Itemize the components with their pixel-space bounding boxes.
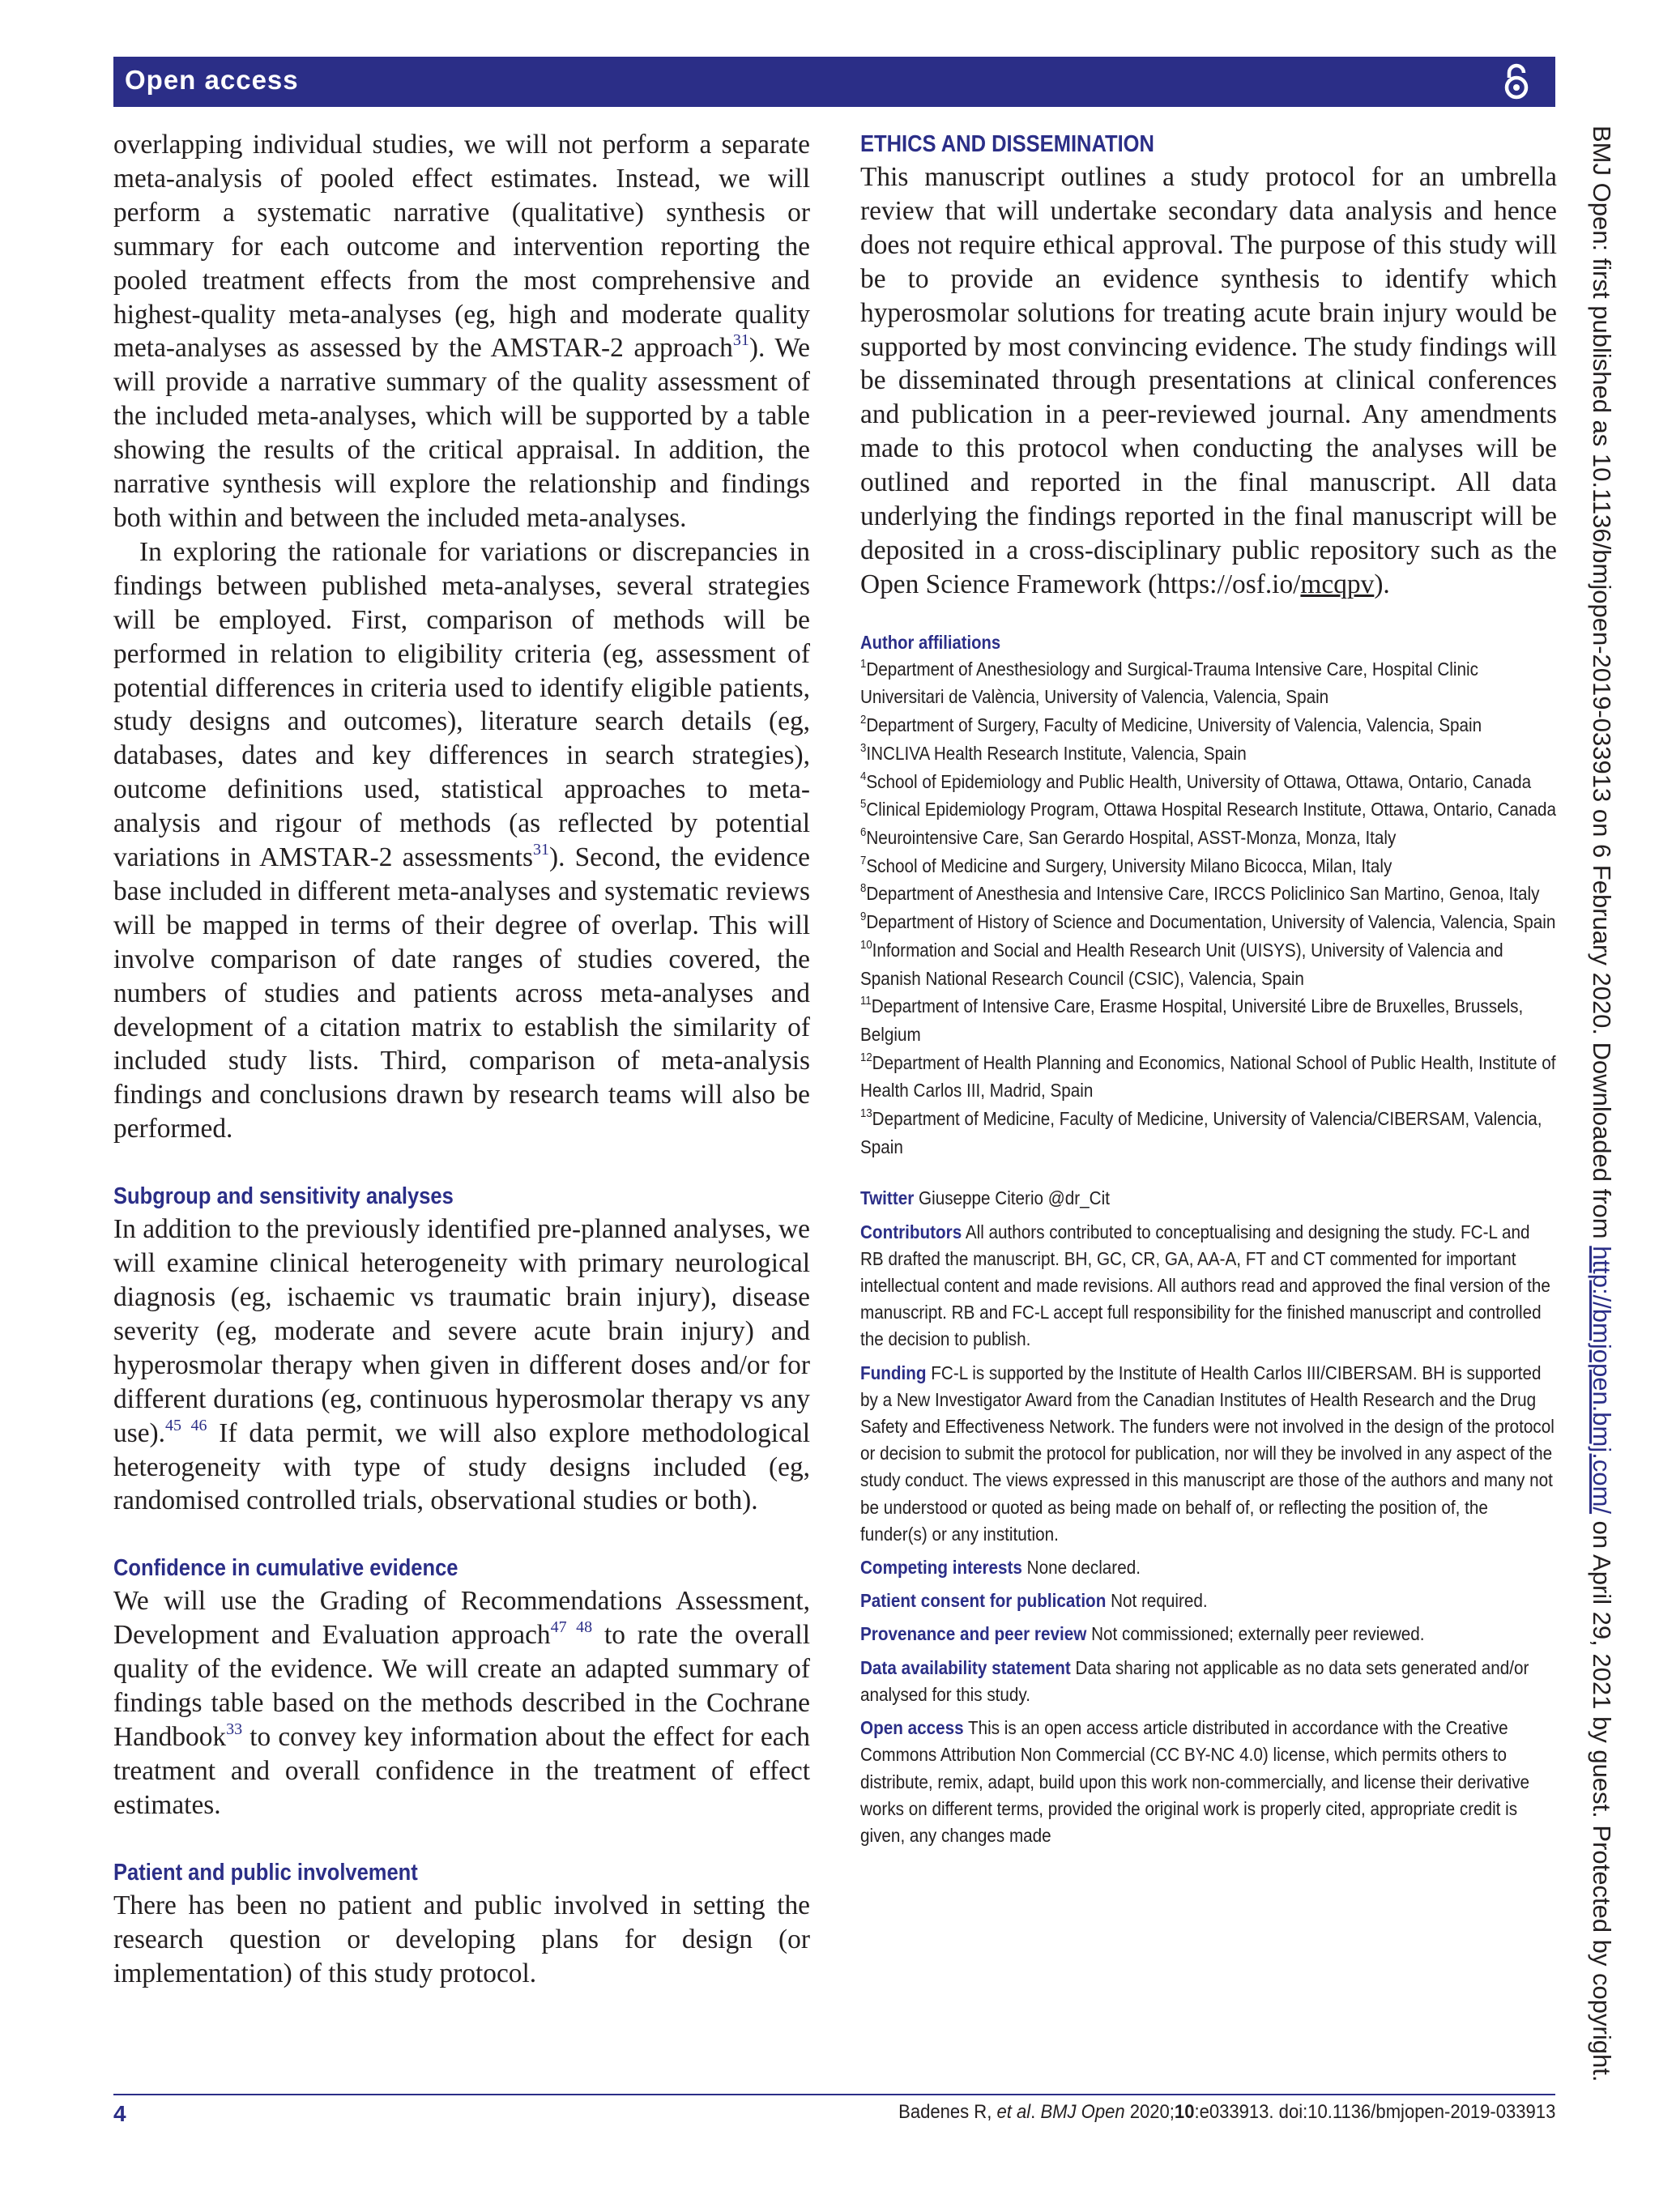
header-label: Open access [125,65,299,95]
osf-link[interactable]: mcqpv [1300,569,1375,599]
paragraph-subgroup: In addition to the previously identified pre-planned analyses, we will examine clinical heterogeneity with primary neurological diagnosis (eg, ischaemic vs traumatic brain injury), disease severity (eg, moderate and severe acute brain injury) and hyperosmolar therapy when given in different doses and/or for different durations (eg, continuous hyperosmolar therapy vs any use).$^{45 46}$ If data permit, we will also explore methodological heterogeneity with type of study designs included (eg, randomised controlled trials, observational studies or both). [113,1214,810,1516]
affiliations-list [860,655,1557,1161]
heading-subgroup: Subgroup and sensitivity analyses [113,1183,454,1210]
affiliation-item: $^9$Department of History of Science and Documentation, University of Valencia, Valencia, Spain [860,910,1556,933]
affiliations-heading: Author affiliations [860,631,1001,653]
sidebar-citation [1587,126,1616,2082]
paragraph-patient-involvement: There has been no patient and public involved in setting the research question or developing plans for design (or implementation) of this study protocol. [113,1890,810,1988]
paragraph-synthesis: overlapping individual studies, we will not perform a separate meta-analysis of pooled effect estimates. Instead, we will perform a systematic narrative (qualitative) synthesis or summary for each outcome and intervention reporting the pooled treatment effects from the most comprehensive and highest-quality meta-analyses (eg, high and moderate quality meta-analyses as assessed by the AMSTAR-2 approach$^{31}$). We will provide a narrative summary of the quality assessment of the included meta-analyses, which will be supported by a table showing the results of the critical appraisal. In addition, the narrative synthesis will explore the relationship and findings both within and between the included meta-analyses. [113,130,810,533]
paragraph-discrepancies: In exploring the rationale for variations or discrepancies in findings between published meta-analyses, several strategies will be employed. First, comparison of methods will be performed in relation to eligibility criteria (eg, assessment of potential differences in criteria used to identify eligible patients, study designs and outcomes), literature search details (eg, databases, dates and key differences in search strategies), outcome definitions used, statistical approaches to meta-analysis and rigour of methods (as reflected by potential variations in AMSTAR-2 assessments$^{31}$). Second, the evidence base included in different meta-analyses and systematic reviews will be mapped in terms of their degree of overlap. This will involve comparison of date ranges of studies covered, the numbers of studies and patients across meta-analyses and development of a citation matrix to establish the similarity of included study lists. Third, comparison of meta-analysis findings and conclusions drawn by research teams will also be performed. [113,536,810,1144]
provenance-note: Provenance and peer review Not commissioned; externally peer reviewed. [860,1623,1425,1645]
left-column [113,128,810,1990]
heading-patient-involvement: Patient and public involvement [113,1859,418,1886]
affiliation-item: $^{10}$Information and Social and Health Research Unit (UISYS), University of Valencia and Spanish National Research Council (CSIC), Valencia, Spain [860,937,1503,989]
footer-citation: Badenes R, et al. BMJ Open 2020;10:e033913. doi:10.1136/bmjopen-2019-033913 [898,2101,1555,2123]
header-bar [113,57,1555,107]
affiliation-item: $^1$Department of Anesthesiology and Surgical-Trauma Intensive Care, Hospital Clinic Universitari de València, University of Valencia, Valencia, Spain [860,656,1478,708]
sidebar-link[interactable]: http://bmjopen.bmj.com/ [1588,1246,1616,1515]
heading-ethics: ETHICS AND DISSEMINATION [860,131,1154,157]
affiliation-item: $^5$Clinical Epidemiology Program, Ottawa Hospital Research Institute, Ottawa, Ontario, Canada [860,797,1557,820]
affiliation-item: $^8$Department of Anesthesia and Intensive Care, IRCCS Policlinico San Martino, Genoa, Italy [860,881,1540,905]
funding-note: Funding FC-L is supported by the Institute of Health Carlos III/CIBERSAM. BH is supported by a New Investigator Award from the Canadian Institutes of Health Research and the Drug Safety and Effectiveness Network. The funders were not involved in the design of the protocol or decision to submit the protocol for publication, nor will they be involved in any aspect of the study conduct. The views expressed in this manuscript are those of the authors and many not be understood or quoted as being made on behalf of, or reflecting the position of, the funder(s) or any institution. [860,1362,1555,1545]
affiliation-item: $^4$School of Epidemiology and Public Health, University of Ottawa, Ottawa, Ontario, Canada [860,769,1532,792]
affiliation-item: $^7$School of Medicine and Surgery, University Milano Bicocca, Milan, Italy [860,853,1392,876]
patient-consent-note: Patient consent for publication Not required. [860,1590,1208,1612]
reference-link[interactable]: 33 [226,1720,243,1738]
reference-link[interactable]: 31 [732,331,749,350]
sidebar-suffix: on April 29, 2021 by guest. Protected by copyright. [1588,1514,1616,2082]
affiliation-item: $^{12}$Department of Health Planning and Economics, National School of Public Health, Institute of Health Carlos III, Madrid, Spain [860,1050,1556,1102]
open-access-lock-icon [1502,63,1531,100]
competing-interests-note: Competing interests None declared. [860,1557,1141,1579]
affiliation-item: $^{11}$Department of Intensive Care, Erasme Hospital, Université Libre de Bruxelles, Brussels, Belgium [860,994,1524,1045]
paragraph-ethics: This manuscript outlines a study protocol for an umbrella review that will undertake secondary data analysis and hence does not require ethical approval. The purpose of this study will be to provide an evidence synthesis to identify which hyperosmolar solutions for treating acute brain injury would be supported by most convincing evidence. The study findings will be disseminated through presentations at clinical conferences and publication in a peer-reviewed journal. Any amendments made to this protocol when conducting the analyses will be outlined and reported in the final manuscript. All data underlying the findings reported in the final manuscript will be deposited in a cross-disciplinary public repository such as the Open Science Framework (https://osf.io/mcqpv). [860,162,1557,599]
heading-confidence: Confidence in cumulative evidence [113,1555,458,1582]
footer-rule [113,2094,1555,2095]
contributors-note: Contributors All authors contributed to conceptualising and designing the study. FC-L and RB drafted the manuscript. BH, GC, CR, GA, AA-A, FT and CT commented for important intellectual content and made revisions. All authors read and approved the final version of the manuscript. RB and FC-L accept full responsibility for the finished manuscript and controlled the decision to publish. [860,1221,1550,1350]
affiliation-item: $^6$Neurointensive Care, San Gerardo Hospital, ASST-Monza, Monza, Italy [860,825,1397,848]
twitter-note: Twitter Giuseppe Citerio @dr_Cit [860,1187,1110,1209]
data-availability-note: Data availability statement Data sharing not applicable as no data sets generated and/or analysed for this study. [860,1656,1529,1705]
affiliation-item: $^3$INCLIVA Health Research Institute, Valencia, Spain [860,740,1247,764]
paragraph-confidence: We will use the Grading of Recommendations Assessment, Development and Evaluation approach$^{47 48}$ to rate the overall quality of the evidence. We will create an adapted summary of findings table based on the methods described in the Cochrane Handbook$^{33}$ to convey key information about the effect for each treatment and overall confidence in the treatment of effect estimates. [113,1586,810,1820]
right-column [860,128,1557,1849]
reference-link[interactable]: 45 46 [164,1416,207,1434]
sidebar-prefix: BMJ Open: first published as 10.1136/bmjopen-2019-033913 on 6 February 2020. Downloaded from [1588,126,1616,1247]
open-access-note: Open access This is an open access article distributed in accordance with the Creative Commons Attribution Non Commercial (CC BY-NC 4.0) license, which permits others to distribute, remix, adapt, build upon this work non-commercially, and license their derivative works on different terms, provided the original work is properly cited, appropriate credit is given, any changes made [860,1717,1530,1846]
page-number: 4 [113,2101,126,2126]
reference-link[interactable]: 31 [532,841,549,859]
affiliation-item: $^2$Department of Surgery, Faculty of Medicine, University of Valencia, Valencia, Spain [860,713,1482,736]
reference-link[interactable]: 47 48 [550,1618,593,1637]
affiliation-item: $^{13}$Department of Medicine, Faculty of Medicine, University of Valencia/CIBERSAM, Valencia, Spain [860,1106,1542,1157]
